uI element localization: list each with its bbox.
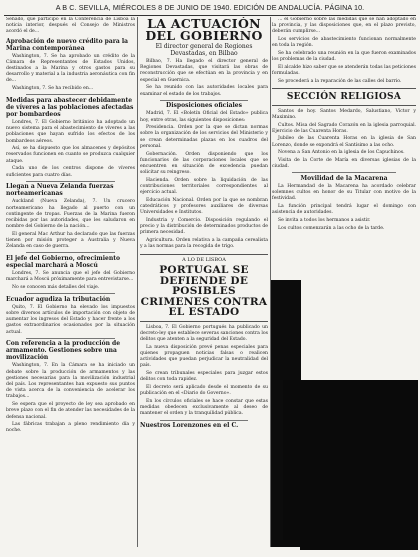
masthead: A B C. SEVILLA, MIÉRCOLES 8 DE JUNIO DE 1940. EDICIÓN DE ANDALUCÍA. PÁGINA 10. [4, 3, 416, 16]
divider [272, 88, 416, 89]
divider [140, 254, 268, 255]
section-title: Disposiciones oficiales [166, 102, 242, 110]
column-right: ... el Gobierno sobre las medidas que se han adoptado en la provincia, y las disposiciones que, en el plazo previsto, deberán cumplirse... Los servicios de abastecimiento funcionan normalmente en toda la región. Se ha celebrado una reunión en la que fueron examinados los problemas de la ciudad. El alcalde hizo saber que se atenderán todas las peticiones formuladas. Se procederá a la reparación de las calles del barrio. SECCIÓN RELIGIOSA Santos de hoy. Santos Medardo, Salustiano, Víctor y Maximino. Cultos. Misa del Sagrado Corazón en la iglesia parroquial. Ejercicio de las Cuarenta Horas. Jubileo de las Cuarenta Horas en la iglesia de San Lorenzo, donde se expondrá el Santísimo a las ocho. Novena a San Antonio en la iglesia de los Capuchinos. Visita de la Corte de María en diversas iglesias de la ciudad. Movilidad de la Macarena La Hermandad de la Macarena ha acordado celebrar solemnes cultos en honor de su Titular con motivo de la festividad. La función principal tendrá lugar el domingo con asistencia de autoridades. Se invita a todos los hermanos a asistir. Los cultos comenzarán a las ocho de la tarde. [272, 17, 416, 231]
section-title: Movilidad de la Macarena [300, 175, 388, 183]
headline: PORTUGAL SE DEFIENDE DE POSIBLES CRIMENES CONTRA EL ESTADO [140, 264, 268, 319]
divider [292, 172, 396, 173]
scan-artifact [300, 470, 418, 550]
divider [26, 181, 115, 182]
article-heading: Llegan a Nueva Zelanda fuerzas norteamericanas [6, 183, 114, 198]
column-center: LA ACTUACIÓN DEL GOBIERNO El director general de Regiones Devastadas, en Bilbao Bilbao, 7. Ha llegado el director general de Regiones Devastadas, que visitará las obras de reconstrucción que se efectúan en la provincia y en especial en Guernica. Se ha reunido con las autoridades locales para examinar el estado de los trabajos. Disposiciones oficiales Madrid, 7. El «Boletín Oficial del Estado» publica hoy, entre otras, las siguientes disposiciones: Presidencia. Orden por la que se dictan normas sobre la organización de los servicios del Ministerio y se crean determinadas plazas en los cuadros del personal. Gobernación. Orden disponiendo que los funcionarios de las corporaciones locales que se encuentren en situación de excedencia puedan solicitar su reingreso. Hacienda. Orden sobre la liquidación de las contribuciones territoriales correspondientes al ejercicio actual. Educación Nacional. Orden por la que se nombran catedráticos y profesores auxiliares de diversas Universidades e Institutos. Industria y Comercio. Disposición regulando el precio y la distribución de determinados productos de primera necesidad. Agricultura. Orden relativa a la campaña cerealista y a las normas para la recogida de trigo. A LO DE LISBOA PORTUGAL SE DEFIENDE DE POSIBLES CRIMENES CONTRA EL ESTADO Lisboa, 7. El Gobierno portugués ha publicado un decreto-ley que establece severas sanciones contra los delitos que atenten a la seguridad del Estado. La nueva disposición prevé penas especiales para quienes propaguen noticias falsas o realicen actividades que puedan perjudicar la neutralidad del país. Se crean tribunales especiales para juzgar estos delitos con toda rapidez. El decreto será aplicado desde el momento de su publicación en el «Diario do Governo». En los círculos oficiales se hace constar que estas medidas obedecen exclusivamente al deseo de mantener el orden y la tranquilidad pública. Nuestros Lorenzones en el C. [140, 17, 268, 430]
article-heading: Nuestros Lorenzones en el C. [140, 422, 239, 430]
section-label: A LO DE LISBOA [182, 257, 226, 264]
headline: LA ACTUACIÓN DEL GOBIERNO [145, 17, 263, 43]
article-heading: El jefe del Gobierno, ofrecimiento especial marchará a Moscú [6, 255, 120, 270]
article-heading: Medidas para abastecer debidamente de víveres a las poblaciones afectadas por bombardeos [6, 96, 134, 118]
section-heading: SECCIÓN RELIGIOSA [286, 91, 402, 102]
divider [26, 252, 115, 253]
divider [160, 420, 248, 421]
divider [160, 100, 248, 101]
divider [26, 338, 115, 339]
divider [26, 94, 115, 95]
column-rule [137, 17, 138, 547]
divider [26, 293, 115, 294]
divider [140, 321, 268, 322]
column-left: Senado, que participó en la Conferencia de Lisboa la noticia interior, después el Consejo de Ministros acordó el de... Aprobación de nuevo crédito para la Marina contemporánea Washington, 7. Se ha aprobado un crédito de la Cámara de Representantes de Estados Unidos, destinados a la Marina y otros gastos para su desarrollo y material a la industria aeronáutica con fin de... Washington, 7. Se ha recibido en... Medidas para abastecer debidamente de víveres a las poblaciones afectadas por bombardeos Londres, 7. El Gobierno británico ha adoptado un nuevo sistema para el abastecimiento de víveres a las poblaciones que hayan sufrido los efectos de los bombardeos aéreos. Así, se ha dispuesto que los almacenes y depósitos reservados funcionen en cuanto se produzca cualquier ataque. Cada uno de los centros dispone de víveres suficientes para cuatro días. Llegan a Nueva Zelanda fuerzas norteamericanas Auckland (Nueva Zelanda), 7. Un crucero norteamericano ha llegado al puerto con un contingente de tropas. Fuerzas de la Marina fueron recibidas por las autoridades, que les saludaron en nombre del Gobierno de la nación... El general Mac Arthur ha declarado que las fuerzas tienen por misión proteger a Australia y Nueva Zelanda en caso de guerra. El jefe del Gobierno, ofrecimiento especial marchará a Moscú Londres, 7. Se anuncia que el jefe del Gobierno marchará a Moscú próximamente para entrevistarse... No se conocen más detalles del viaje. Ecuador agudiza la tributación Quito, 7. El Gobierno ha elevado los impuestos sobre diversos artículos de importación con objeto de aumentar los ingresos del Estado y hacer frente a los gastos extraordinarios ocasionados por la situación actual. Con referencia a la producción de armamento. Gestiones sobre una movilización Washington, 7. En la Cámara se ha iniciado un debate sobre la producción de armamentos y las gestiones necesarias para la movilización industrial del país. Los representantes han expuesto sus puntos de vista acerca de la conveniencia de acelerar los trabajos... Se espera que el proyecto de ley sea aprobado en breve plazo con el fin de atender las necesidades de la defensa nacional. Las fábricas trabajan a pleno rendimiento día y noche. [6, 17, 135, 434]
subheadline: El director general de Regiones Devastadas, en Bilbao [155, 43, 253, 57]
divider [272, 105, 416, 106]
article-heading: Aprobación de nuevo crédito para la Marina contemporánea [6, 37, 129, 52]
article-heading: Con referencia a la producción de armamento. Gestiones sobre una movilización [6, 340, 121, 362]
article-heading: Ecuador agudiza la tributación [6, 295, 111, 303]
